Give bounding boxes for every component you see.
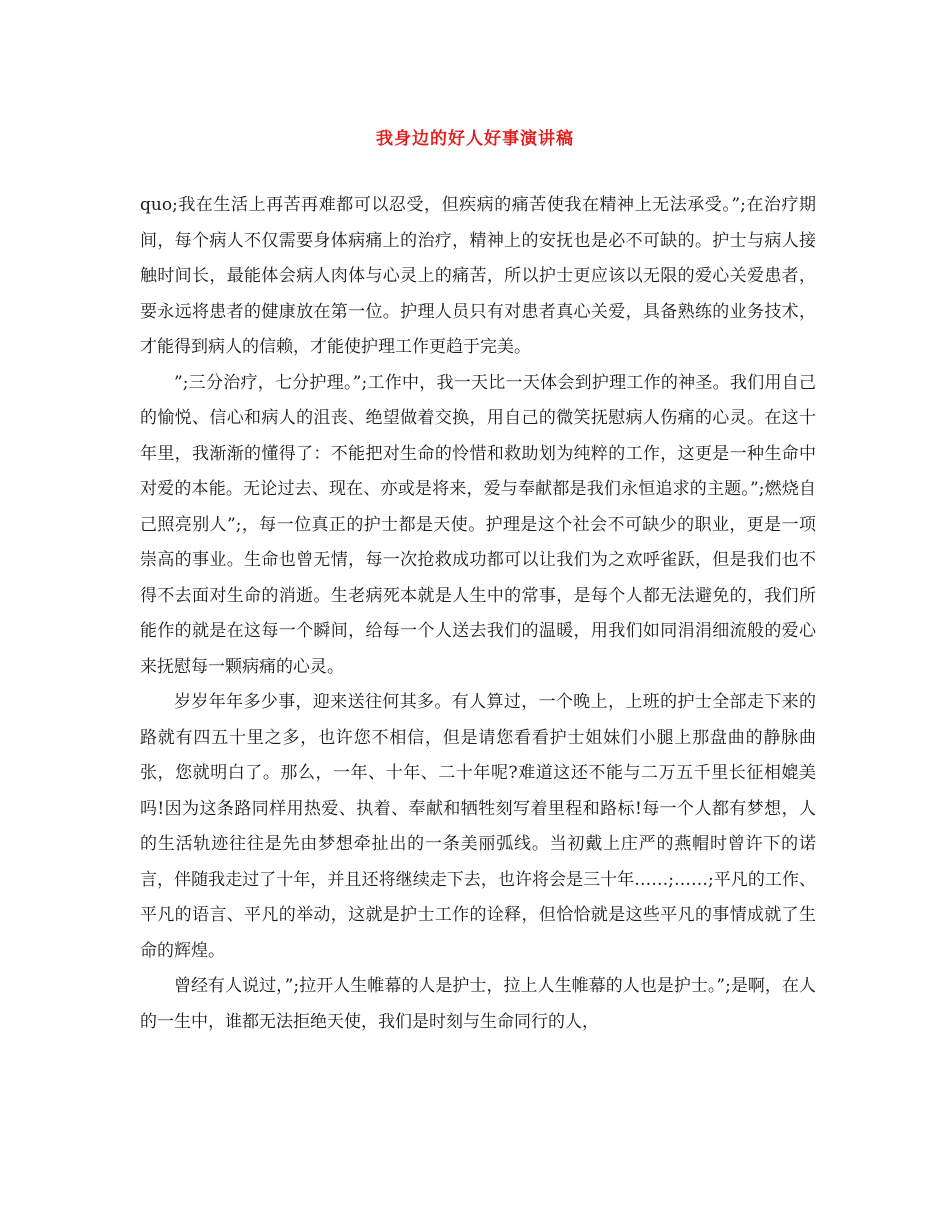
paragraph-4: 曾经有人说过，”;拉开人生帷幕的人是护士，拉上人生帷幕的人也是护士。”;是啊，在人的一生中，谁都无法拒绝天使，我们是时刻与生命同行的人， [140,976,816,1032]
paragraph-2: ”;三分治疗，七分护理。”;工作中，我一天比一天体会到护理工作的神圣。我们用自己的愉悦、信心和病人的沮丧、绝望做着交换，用自己的微笑抚慰病人伤痛的心灵。在这十年里，我渐渐的懂得了：不能把对生命的怜惜和救助划为纯粹的工作，这更是一种生命中对爱的本能。无论过去、现在、亦或是将来，爱与奉献都是我们永恒追求的主题。”;燃烧自己照亮别人”;，每一位真正的护士都是天使。护理是这个社会不可缺少的职业，更是一项崇高的事业。生命也曾无情，每一次抢救成功都可以让我们为之欢呼雀跃，但是我们也不得不去面对生命的消逝。生老病死本就是人生中的常事，是每个人都无法避免的，我们所能作的就是在这每一个瞬间，给每一个人送去我们的温暖，用我们如同涓涓细流般的爱心来抚慰每一颗病痛的心灵。 [140,372,816,677]
paragraph-3: 岁岁年年多少事，迎来送往何其多。有人算过，一个晚上，上班的护士全部走下来的路就有四五十里之多，也许您不相信，但是请您看看护士姐妹们小腿上那盘曲的静脉曲张，您就明白了。那么，一年、十年、二十年呢?难道这还不能与二万五千里长征相媲美吗!因为这条路同样用热爱、执着、奉献和牺牲刻写着里程和路标!每一个人都有梦想，人的生活轨迹往往是先由梦想牵扯出的一条美丽弧线。当初戴上庄严的燕帽时曾许下的诺言，伴随我走过了十年，并且还将继续走下去，也许将会是三十年……;……;平凡的工作、平凡的语言、平凡的举动，这就是护士工作的诠释，但恰恰就是这些平凡的事情成就了生命的辉煌。 [140,692,816,961]
document-title: 我身边的好人好事演讲稿 [376,129,574,149]
document-body [140,188,816,1040]
paragraph-1: quo;我在生活上再苦再难都可以忍受，但疾病的痛苦使我在精神上无法承受。”;在治疗期间，每个病人不仅需要身体病痛上的治疗，精神上的安抚也是必不可缺的。护士与病人接触时间长，最能体会病人肉体与心灵上的痛苦，所以护士更应该以无限的爱心关爱患者，要永远将患者的健康放在第一位。护理人员只有对患者真心关爱，具备熟练的业务技术，才能得到病人的信赖，才能使护理工作更趋于完美。 [140,195,816,357]
